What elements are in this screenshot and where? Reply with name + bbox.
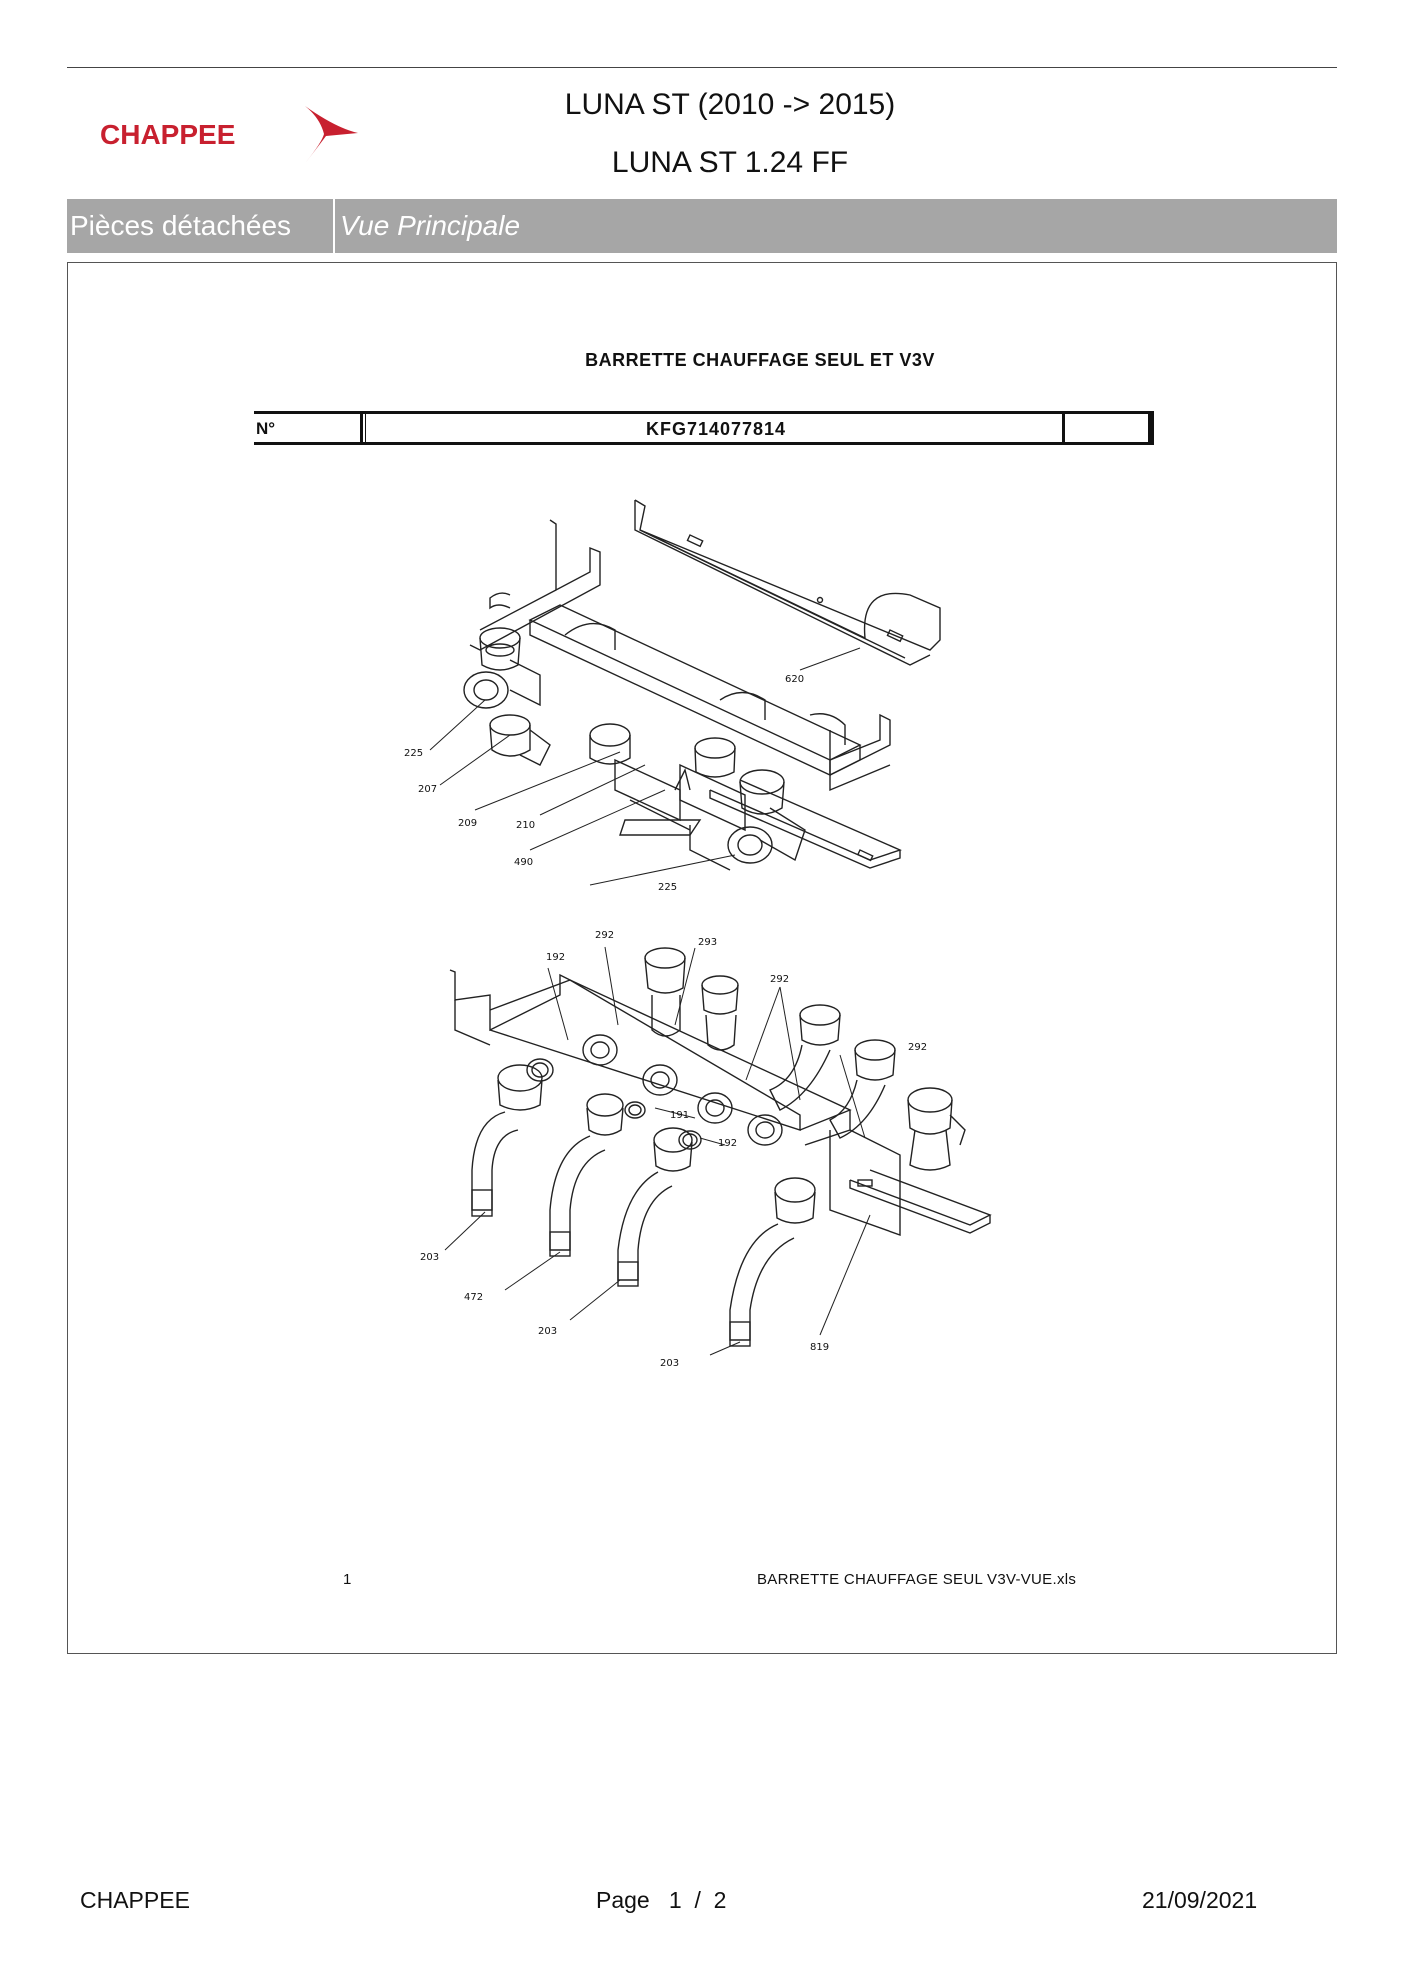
callout-203: 203 <box>420 1252 440 1263</box>
top-assembly <box>464 500 940 870</box>
footer-date: 21/09/2021 <box>1142 1887 1258 1913</box>
callout-225-lower: 225 <box>658 882 678 893</box>
callout-292-right: 292 <box>908 1042 928 1053</box>
callout-472: 472 <box>464 1292 484 1303</box>
callout-293: 293 <box>698 937 718 948</box>
callout-292: 292 <box>595 930 615 941</box>
reference-divider <box>1148 411 1151 445</box>
model-title: LUNA ST 1.24 FF <box>611 146 849 179</box>
callout-192-lower: 192 <box>718 1138 738 1149</box>
callout-203-mid: 203 <box>538 1326 558 1337</box>
callout-203-low: 203 <box>660 1358 680 1369</box>
reference-divider <box>1062 411 1065 445</box>
callout-819: 819 <box>810 1342 830 1353</box>
callout-191: 191 <box>670 1110 690 1121</box>
section-label: Pièces détachées <box>70 210 292 241</box>
model-range-title: LUNA ST (2010 -> 2015) <box>564 88 896 121</box>
footer-brand: CHAPPEE <box>80 1887 190 1913</box>
callout-225: 225 <box>404 748 424 759</box>
sheet-page-number: 1 <box>343 1571 352 1588</box>
reference-divider <box>360 411 363 445</box>
sheet-file-name: BARRETTE CHAUFFAGE SEUL V3V-VUE.xls <box>757 1571 1077 1588</box>
callout-620: 620 <box>785 674 805 685</box>
logo-text: CHAPPEE <box>100 119 236 150</box>
reference-label: N° <box>256 419 276 438</box>
view-label: Vue Principale <box>340 210 521 241</box>
footer-page-indicator: Page 1 / 2 <box>596 1887 727 1913</box>
section-band <box>67 199 1337 253</box>
callout-207: 207 <box>418 784 438 795</box>
callout-192: 192 <box>546 952 566 963</box>
logo-wing-icon <box>305 106 358 162</box>
top-rule <box>67 67 1337 68</box>
sheet-title: BARRETTE CHAUFFAGE SEUL ET V3V <box>585 350 935 370</box>
callout-210: 210 <box>516 820 536 831</box>
callout-292-mid: 292 <box>770 974 790 985</box>
reference-code: KFG714077814 <box>645 419 787 439</box>
callout-labels <box>404 674 927 1369</box>
exploded-parts-drawing <box>390 490 1030 1390</box>
callout-490: 490 <box>514 857 534 868</box>
chappee-logo <box>100 100 370 170</box>
band-divider <box>333 199 335 253</box>
callout-209: 209 <box>458 818 478 829</box>
